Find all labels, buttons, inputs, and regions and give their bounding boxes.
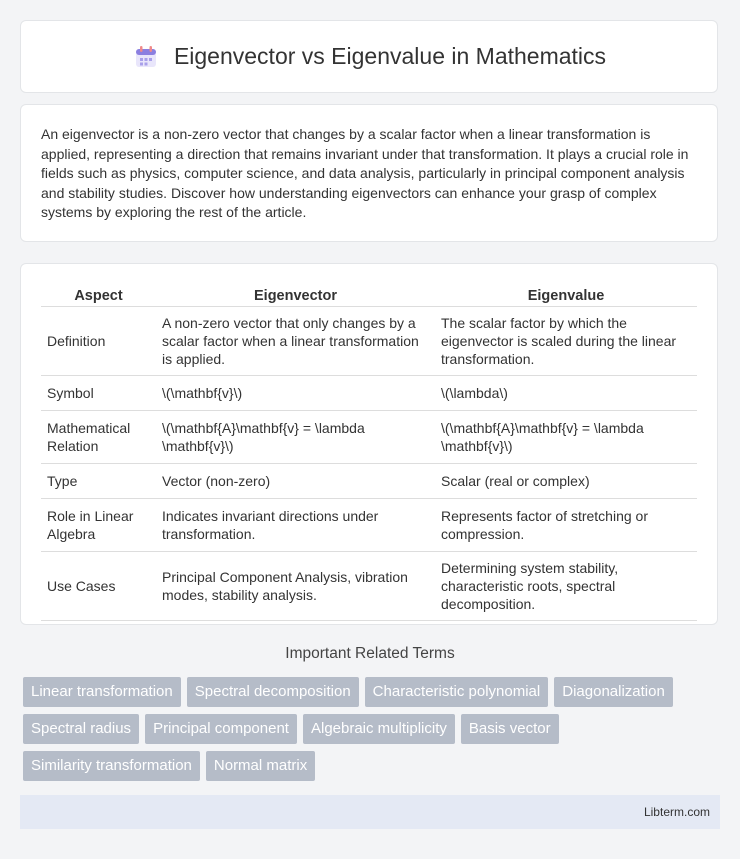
related-terms-tags (23, 677, 723, 781)
cell-aspect: Role in Linear Algebra (41, 499, 156, 552)
cell-eigenvalue: Scalar (real or complex) (435, 464, 697, 499)
tag-principal-component[interactable]: Principal component (145, 714, 297, 744)
tag-basis-vector[interactable]: Basis vector (461, 714, 559, 744)
calendar-icon (132, 43, 160, 71)
table-row (41, 464, 697, 499)
tag-characteristic-polynomial[interactable]: Characteristic polynomial (365, 677, 549, 707)
tag-algebraic-multiplicity[interactable]: Algebraic multiplicity (303, 714, 455, 744)
footer (20, 795, 720, 829)
header-aspect: Aspect (41, 284, 156, 307)
cell-eigenvector: A non-zero vector that only changes by a scalar factor when a linear transformation is applied. (156, 307, 435, 376)
comparison-table (41, 284, 697, 621)
cell-aspect: Symbol (41, 376, 156, 411)
header-eigenvector: Eigenvector (156, 284, 435, 307)
tag-spectral-decomposition[interactable]: Spectral decomposition (187, 677, 359, 707)
cell-eigenvector: Indicates invariant directions under transformation. (156, 499, 435, 552)
footer-brand[interactable]: Libterm.com (643, 805, 710, 819)
header-eigenvalue: Eigenvalue (435, 284, 697, 307)
tag-spectral-radius[interactable]: Spectral radius (23, 714, 139, 744)
cell-eigenvector: \(\mathbf{v}\) (156, 376, 435, 411)
cell-eigenvalue: The scalar factor by which the eigenvector is scaled during the linear transformation. (435, 307, 697, 376)
table-row (41, 499, 697, 552)
cell-eigenvalue: \(\mathbf{A}\mathbf{v} = \lambda \mathbf{v}\) (435, 411, 697, 464)
tag-normal-matrix[interactable]: Normal matrix (206, 751, 315, 781)
comparison-table-card (20, 263, 718, 625)
intro-paragraph: An eigenvector is a non-zero vector that changes by a scalar factor when a linear transformation is applied, representing a direction that remains invariant under that transformation. It plays a crucial role in fields such as physics, computer science, and data analysis, particularly in principal component analysis and stability studies. Discover how understanding eigenvectors can enhance your grasp of complex systems by exploring the rest of the article. (41, 126, 689, 221)
table-header-row (41, 284, 697, 307)
intro-card (20, 104, 718, 242)
table-row (41, 307, 697, 376)
cell-eigenvector: Vector (non-zero) (156, 464, 435, 499)
cell-aspect: Type (41, 464, 156, 499)
cell-eigenvector: \(\mathbf{A}\mathbf{v} = \lambda \mathbf{v}\) (156, 411, 435, 464)
table-row (41, 376, 697, 411)
related-terms-title: Important Related Terms (285, 645, 455, 662)
cell-eigenvalue: Determining system stability, characteristic roots, spectral decomposition. (435, 552, 697, 621)
cell-eigenvector: Principal Component Analysis, vibration modes, stability analysis. (156, 552, 435, 621)
table-row (41, 552, 697, 621)
cell-eigenvalue: Represents factor of stretching or compression. (435, 499, 697, 552)
tag-linear-transformation[interactable]: Linear transformation (23, 677, 181, 707)
header-card (20, 20, 718, 93)
page-title: Eigenvector vs Eigenvalue in Mathematics (173, 43, 607, 69)
tag-similarity-transformation[interactable]: Similarity transformation (23, 751, 200, 781)
cell-aspect: Definition (41, 307, 156, 376)
cell-aspect: Mathematical Relation (41, 411, 156, 464)
tag-diagonalization[interactable]: Diagonalization (554, 677, 673, 707)
cell-aspect: Use Cases (41, 552, 156, 621)
cell-eigenvalue: \(\lambda\) (435, 376, 697, 411)
table-row (41, 411, 697, 464)
